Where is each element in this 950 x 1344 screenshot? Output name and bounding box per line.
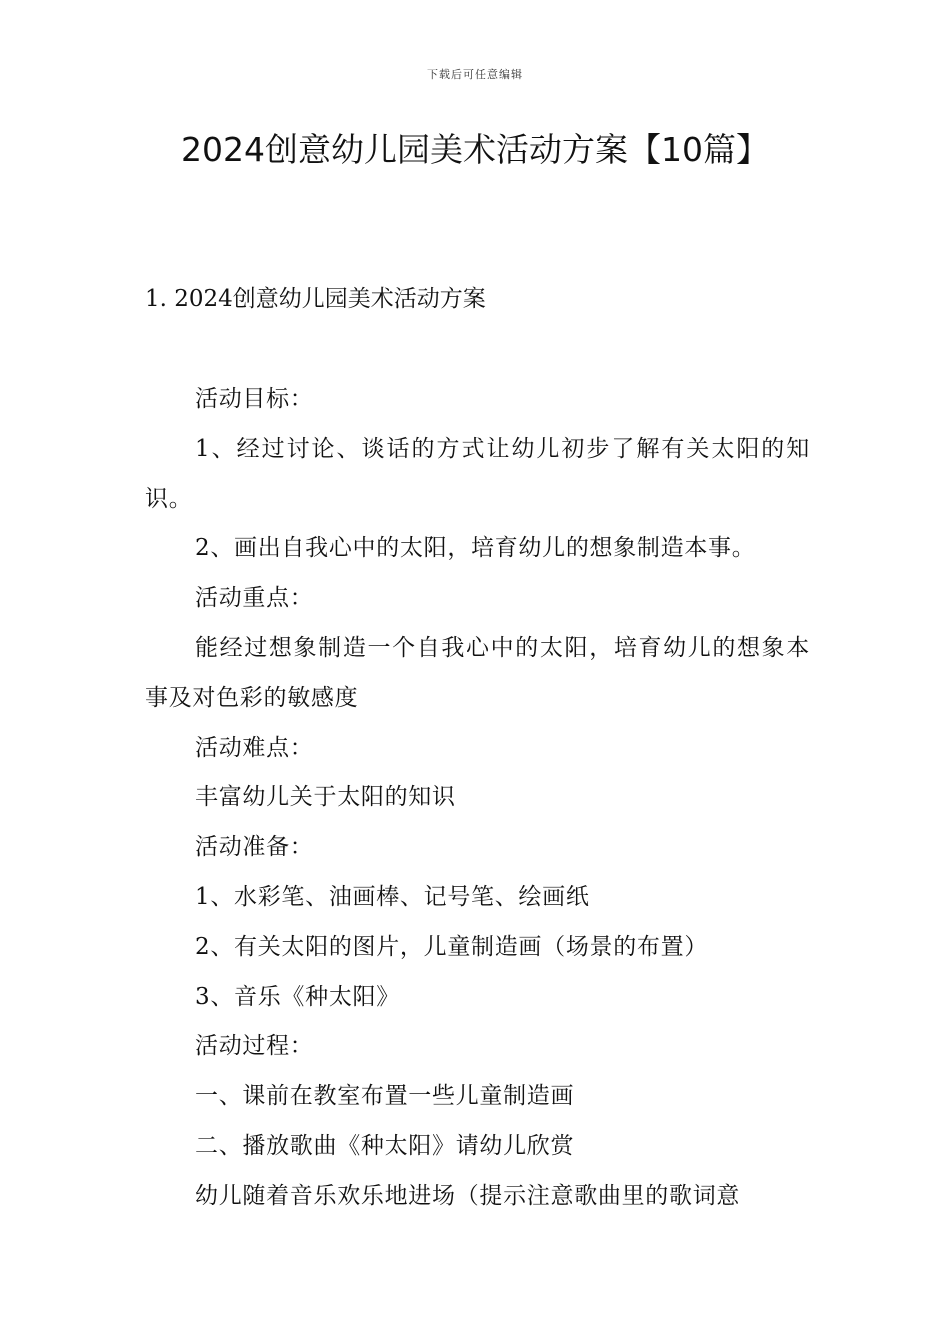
document-title: 2024创意幼儿园美术活动方案【10篇】 xyxy=(181,130,769,169)
paragraph-process-1: 一、课前在教室布置一些儿童制造画 xyxy=(195,1083,575,1110)
paragraph-difficulty-heading: 活动难点： xyxy=(195,734,314,761)
paragraph-process-heading: 活动过程： xyxy=(195,1033,314,1060)
paragraph-preparation-heading: 活动准备： xyxy=(195,834,314,861)
paragraph-process-2: 二、播放歌曲《种太阳》请幼儿欣赏 xyxy=(195,1132,575,1159)
paragraph-objectives-heading: 活动目标： xyxy=(195,386,314,412)
paragraph-preparation-1: 1、水彩笔、油画棒、记号笔、绘画纸 xyxy=(195,883,590,910)
paragraph-preparation-3: 3、音乐《种太阳》 xyxy=(195,983,400,1010)
section-title: 1. 2024创意幼儿园美术活动方案 xyxy=(145,286,486,312)
paragraph-key-points-heading: 活动重点： xyxy=(195,585,314,612)
document-body xyxy=(145,375,810,1222)
paragraph-objective-1: 1、经过讨论、谈话的方式让幼儿初步了解有关太阳的知识。 xyxy=(145,435,810,512)
paragraph-key-points: 能经过想象制造一个自我心中的太阳，培育幼儿的想象本事及对色彩的敏感度 xyxy=(145,634,810,711)
paragraph-objective-2: 2、画出自我心中的太阳，培育幼儿的想象制造本事。 xyxy=(195,535,756,562)
paragraph-process-3: 幼儿随着音乐欢乐地进场（提示注意歌曲里的歌词意 xyxy=(195,1182,741,1209)
paragraph-difficulty: 丰富幼儿关于太阳的知识 xyxy=(195,784,456,811)
paragraph-preparation-2: 2、有关太阳的图片，儿童制造画（场景的布置） xyxy=(195,933,709,960)
header-note: 下载后可任意编辑 xyxy=(427,68,523,81)
